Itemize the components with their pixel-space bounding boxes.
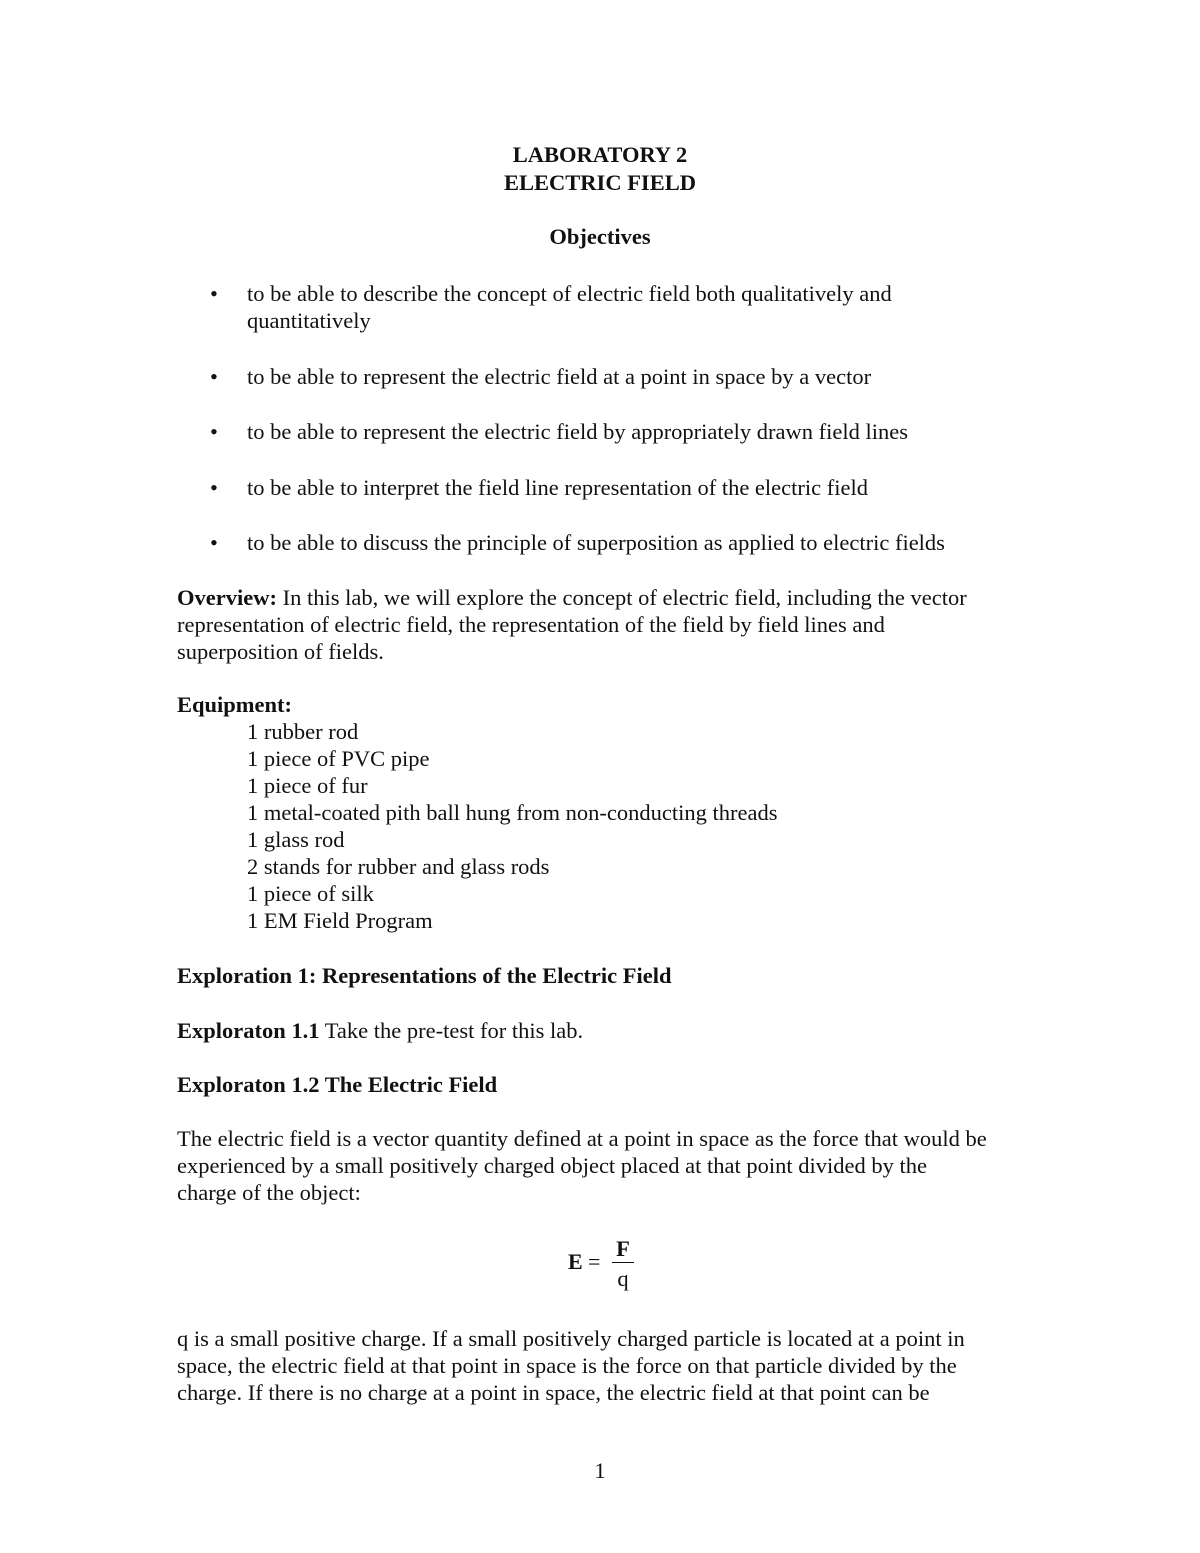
equipment-item: 1 rubber rod [247,719,359,744]
lab-number: LABORATORY 2 [512,142,688,167]
equipment-item: 1 piece of PVC pipe [247,746,430,771]
exploration-1-heading: Exploration 1: Representations of the Electric Field [177,963,672,988]
objective-text-line: to be able to describe the concept of electric field both qualitatively and [247,281,892,306]
overview-label: Overview: [177,585,277,610]
objective-text-line: to be able to interpret the field line representation of the electric field [247,475,868,500]
title-block [0,141,1200,197]
equipment-item: 1 EM Field Program [247,908,433,933]
paragraph-line: experienced by a small positively charged object placed at that point divided by the [177,1153,927,1178]
bullet-icon: • [210,419,218,444]
objective-item [210,418,947,445]
bullet-icon: • [210,364,218,389]
equation-numerator: F [616,1236,630,1261]
fraction-bar [612,1262,634,1263]
equation-lhs: E [568,1249,583,1274]
overview-line: superposition of fields. [177,639,384,664]
definition-paragraph [177,1125,1037,1206]
equipment-item: 1 piece of fur [247,773,368,798]
overview-line [177,584,1037,611]
bullet-icon: • [210,530,218,555]
objective-text-line: to be able to represent the electric field at a point in space by a vector [247,364,872,389]
overview-text: In this lab, we will explore the concept of electric field, including the vector [282,585,967,610]
paragraph-line: q is a small positive charge. If a small positively charged particle is located at a point in [177,1326,965,1351]
equipment-list [247,718,777,934]
objective-item [210,363,947,390]
objective-text-line: to be able to represent the electric field by appropriately drawn field lines [247,419,908,444]
objective-item [210,280,947,334]
overview-line: representation of electric field, the representation of the field by field lines and [177,612,885,637]
objective-text-line: to be able to discuss the principle of superposition as applied to electric fields [247,530,945,555]
overview-paragraph [177,584,1037,665]
objectives-heading: Objectives [549,224,651,249]
equipment-item: 2 stands for rubber and glass rods [247,854,550,879]
paragraph-line: charge. If there is no charge at a point in space, the electric field at that point can be [177,1380,930,1405]
paragraph-line: charge of the object: [177,1180,361,1205]
charge-paragraph [177,1325,1037,1406]
exploration-1-1-label: Exploraton 1.1 [177,1018,320,1043]
objective-text-line: quantitatively [247,308,371,333]
bullet-icon: • [210,475,218,500]
objective-item [210,529,947,556]
exploration-1-1-text: Take the pre-test for this lab. [324,1018,584,1043]
paragraph-line: space, the electric field at that point in space is the force on that particle divided by the [177,1353,957,1378]
electric-field-equation [566,1235,646,1297]
equation-denominator: q [617,1266,629,1291]
paragraph-line: The electric field is a vector quantity defined at a point in space as the force that would be [177,1126,987,1151]
equipment-heading: Equipment: [177,692,293,717]
exploration-1-1 [177,1017,583,1044]
lab-title: ELECTRIC FIELD [504,170,696,195]
objective-item [210,474,947,501]
exploration-1-2-heading: Exploraton 1.2 The Electric Field [177,1072,498,1097]
equipment-item: 1 piece of silk [247,881,374,906]
equation-equals: = [588,1249,601,1274]
equipment-item: 1 glass rod [247,827,345,852]
bullet-icon: • [210,281,218,306]
page-number: 1 [594,1458,606,1483]
equipment-item: 1 metal-coated pith ball hung from non-conducting threads [247,800,778,825]
